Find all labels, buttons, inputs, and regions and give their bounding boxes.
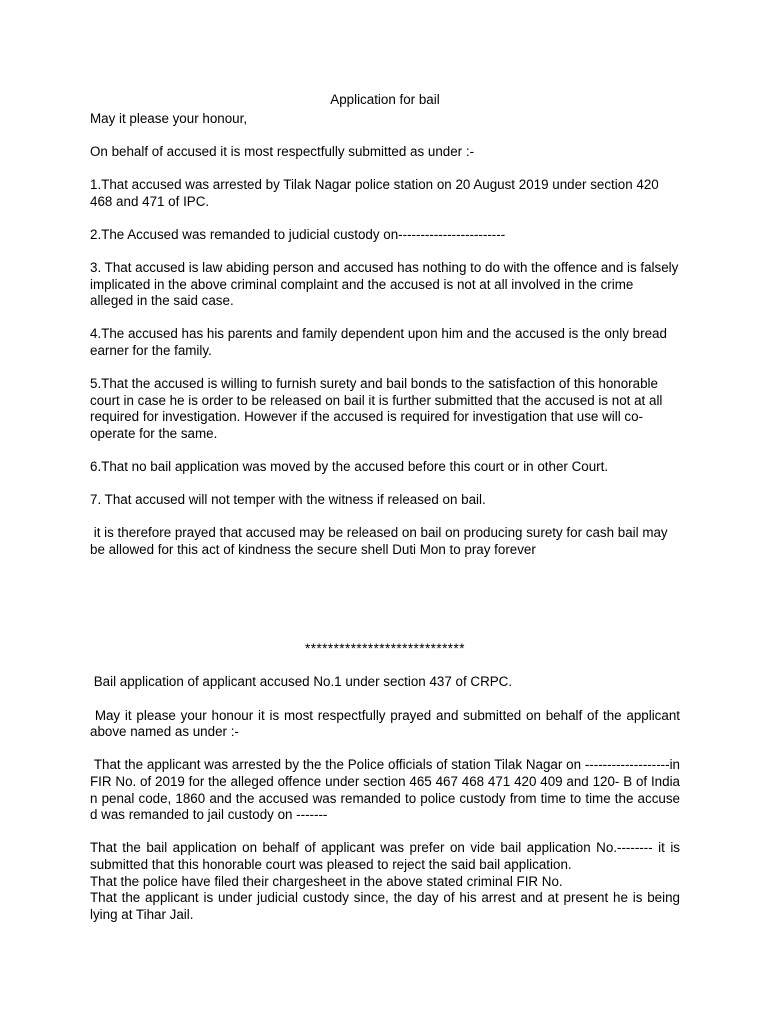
point-7: 7. That accused will not temper with the witness if released on bail. [90, 492, 486, 508]
point-5: 5.That the accused is willing to furnish surety and bail bonds to the satisfaction of this honorable court in case he is order to be released on bail it is further submitted that the accused is not at all required for investigation. However if the accused is required for investigation that use will co-operate for the same. [90, 376, 663, 441]
point-2: 2.The Accused was remanded to judicial custody on------------------------ [90, 226, 506, 242]
section2-heading: Bail application of applicant accused No.1 under section 437 of CRPC. [90, 674, 513, 690]
section2-line-3: That the applicant is under judicial custody since, the day of his arrest and at present he is being lying at Tihar Jail. [90, 890, 680, 922]
point-3: 3. That accused is law abiding person and accused has nothing to do with the offence and is falsely implicated in the above criminal complaint and the accused is not at all involved in the crime alleged in the said case. [90, 259, 679, 309]
point-6: 6.That no bail application was moved by the accused before this court or in other Court. [90, 459, 609, 475]
section2-line-1: That the bail application on behalf of applicant was prefer on vide bail application No.-------- it is submitted that this honorable court was pleased to reject the said bail application. [90, 840, 680, 872]
document-page [90, 92, 684, 923]
separator-stars: **************************** [305, 641, 465, 657]
section2-para1: That the applicant was arrested by the the Police officials of station Tilak Nagar on -------------------in FIR No. of 2019 for the alleged offence under section 465 467 468 471 420 409 and 120- B of Indian penal code, 1860 and the accused was remanded to police custody from time to time the accused was remanded to jail custody on ------- [90, 757, 684, 823]
section2-line-2: That the police have filed their chargesheet in the above stated criminal FIR No. [90, 873, 563, 889]
salutation: May it please your honour, [90, 110, 248, 126]
section2-intro: May it please your honour it is most respectfully prayed and submitted on behalf of the applicant above named as under :- [90, 707, 684, 740]
document-title: Application for bail [330, 92, 440, 107]
point-4: 4.The accused has his parents and family dependent upon him and the accused is the only bread earner for the family. [90, 326, 667, 358]
prayer-paragraph: it is therefore prayed that accused may be released on bail on producing surety for cash bail may be allowed for this act of kindness the secure shell Duti Mon to pray forever [90, 525, 672, 558]
intro-paragraph: On behalf of accused it is most respectfully submitted as under :- [90, 143, 475, 159]
point-1: 1.That accused was arrested by Tilak Nagar police station on 20 August 2019 under section 420 468 and 471 of IPC. [90, 176, 659, 209]
